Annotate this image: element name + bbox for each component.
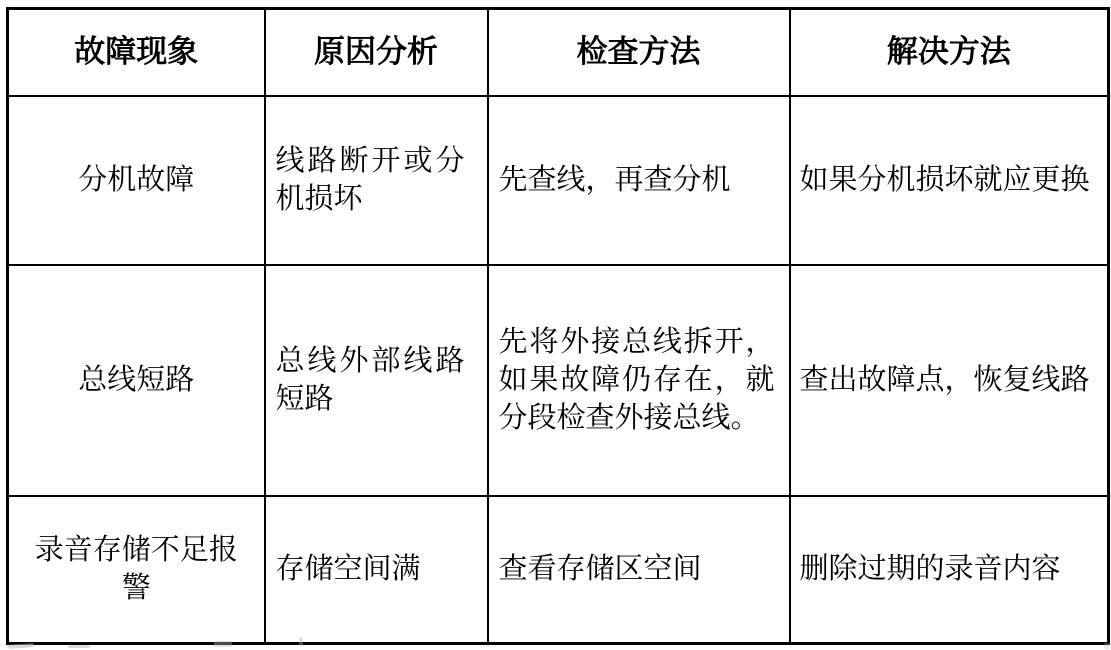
cell-solution: 如果分机损坏就应更换	[790, 96, 1109, 265]
scan-artifact	[68, 645, 90, 648]
cell-cause: 总线外部线路短路	[265, 265, 488, 496]
cell-symptom: 分机故障	[8, 96, 265, 265]
cell-symptom: 总线短路	[8, 265, 265, 496]
header-fault-symptom: 故障现象	[8, 9, 265, 96]
table-row	[8, 96, 1109, 265]
header-cause-analysis: 原因分析	[265, 9, 488, 96]
header-solution: 解决方法	[790, 9, 1109, 96]
fault-troubleshooting-table	[6, 7, 1110, 645]
cell-check: 查看存储区空间	[488, 496, 790, 644]
cell-symptom: 录音存储不足报警	[8, 496, 265, 644]
cell-cause: 存储空间满	[265, 496, 488, 644]
cell-solution: 查出故障点，恢复线路	[790, 265, 1109, 496]
table-row	[8, 265, 1109, 496]
scan-artifact	[299, 637, 303, 646]
cell-cause: 线路断开或分机损坏	[265, 96, 488, 265]
scan-artifact	[214, 641, 232, 647]
table-header-row	[8, 9, 1109, 96]
table-row	[8, 496, 1109, 644]
scan-artifact	[8, 643, 34, 649]
cell-solution: 删除过期的录音内容	[790, 496, 1109, 644]
header-check-method: 检查方法	[488, 9, 790, 96]
cell-check: 先查线，再查分机	[488, 96, 790, 265]
cell-check: 先将外接总线拆开，如果故障仍存在，就分段检查外接总线。	[488, 265, 790, 496]
scan-artifact	[1104, 643, 1110, 649]
